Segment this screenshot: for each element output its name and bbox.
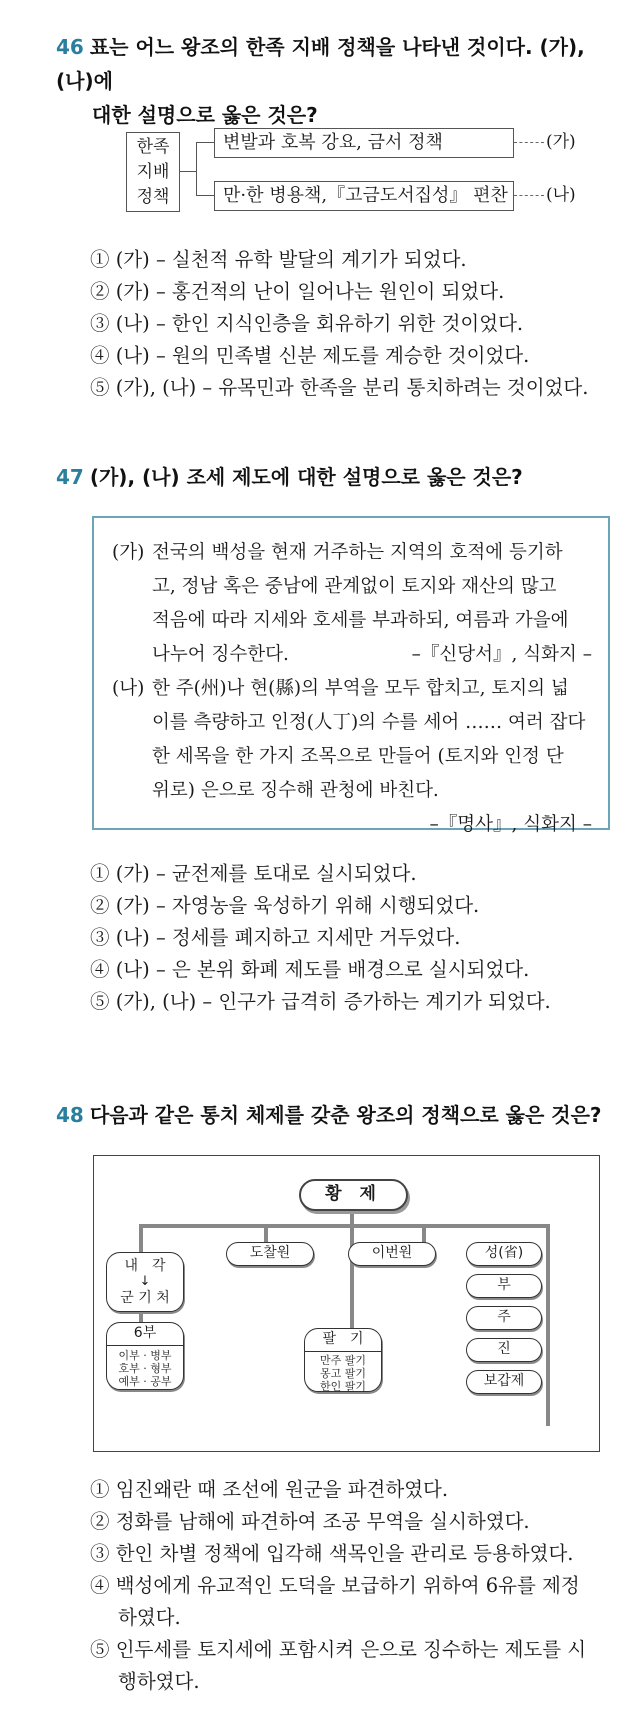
connector-line	[196, 195, 214, 196]
root-text-1: 한족	[136, 136, 170, 157]
choice-3[interactable]: ③ (나) – 정세를 폐지하고 지세만 거두었다.	[90, 926, 461, 949]
choice-5[interactable]	[90, 1634, 620, 1698]
seong-box: 성(省)	[466, 1242, 542, 1266]
source-line: 전국의 백성을 현재 거주하는 지역의 호적에 등기하	[152, 542, 563, 563]
source-ga	[112, 536, 592, 672]
emperor-box: 황 제	[299, 1179, 408, 1211]
question-48-title	[56, 1098, 616, 1132]
source-ga-text	[112, 536, 592, 672]
choice-1[interactable]: ① 임진왜란 때 조선에 원군을 파견하였다.	[90, 1478, 449, 1501]
palgi-label: 팔 기	[304, 1329, 382, 1352]
choice-4-line1: ④ 백성에게 유교적인 도덕을 보급하기 위하여 6유를 제정	[90, 1574, 580, 1597]
dashed-leader	[514, 142, 544, 143]
choice-5-line1: ⑤ 인두세를 토지세에 포함시켜 은으로 징수하는 제도를 시	[90, 1638, 587, 1661]
diagram-root-box	[126, 132, 180, 212]
connector-line	[196, 142, 214, 143]
palgi-box	[304, 1328, 382, 1392]
choice-5[interactable]: ⑤ (가), (나) – 유목민과 한족을 분리 통치하려는 것이었다.	[90, 376, 589, 399]
palgi-sub-1: 만주 팔기	[319, 1354, 366, 1367]
dochalwon-box: 도찰원	[226, 1242, 314, 1266]
label-ga: (가)	[546, 132, 576, 152]
source-line: 한 세목을 한 가지 조목으로 만들어 (토지와 인정 단	[152, 746, 564, 767]
question-text: 다음과 같은 통치 체제를 갖춘 왕조의 정책으로 옳은 것은?	[89, 1103, 602, 1127]
ibeonwon-box: 이번원	[348, 1242, 436, 1266]
q47-source-box	[92, 516, 610, 835]
q48-choices	[90, 1474, 620, 1698]
policy-node-na: 만·한 병용책,『고금도서집성』 편찬	[214, 181, 514, 211]
source-line: 이를 측량하고 인정(人丁)의 수를 세어 …… 여러 잡다	[152, 712, 586, 733]
question-number: 47	[56, 465, 84, 489]
source-line: 고, 정남 혹은 중남에 관계없이 토지와 재산의 많고	[152, 576, 557, 597]
choice-1[interactable]: ① (가) – 실천적 유학 발달의 계기가 되었다.	[90, 248, 467, 271]
sixbu-sub-2: 호부 · 형부	[118, 1362, 172, 1375]
sixbu-sub-3: 예부 · 공부	[118, 1375, 172, 1388]
question-text-line1: 표는 어느 왕조의 한족 지배 정책을 나타낸 것이다. (가), (나)에	[56, 35, 585, 93]
dashed-leader	[514, 195, 544, 196]
choice-4-line2: 하였다.	[118, 1606, 181, 1629]
choice-3[interactable]: ③ 한인 차별 정책에 입각해 색목인을 관리로 등용하였다.	[90, 1542, 574, 1565]
choice-5-line2: 행하였다.	[118, 1670, 200, 1693]
choice-2[interactable]: ② 정화를 남해에 파견하여 조공 무역을 실시하였다.	[90, 1510, 530, 1533]
source-line: 나누어 징수한다.	[152, 644, 289, 665]
source-na-text	[112, 672, 592, 842]
jin-box: 진	[466, 1338, 542, 1362]
source-line: 적음에 따라 지세와 호세를 부과하되, 여름과 가을에	[152, 610, 569, 631]
source-na	[112, 672, 592, 842]
choice-3[interactable]: ③ (나) – 한인 지식인층을 회유하기 위한 것이었다.	[90, 312, 524, 335]
palgi-sub-2: 몽고 팔기	[319, 1367, 366, 1380]
question-number: 48	[56, 1103, 84, 1127]
source-na-citation: –『명사』, 식화지 –	[429, 814, 592, 835]
naegak-box	[106, 1252, 184, 1312]
source-na-label: (나)	[112, 678, 145, 699]
q48-governance-diagram	[93, 1155, 600, 1452]
choice-2[interactable]: ② (가) – 홍건적의 난이 일어나는 원인이 되었다.	[90, 280, 505, 303]
source-line: 한 주(州)나 현(縣)의 부역을 모두 합치고, 토지의 넓	[152, 678, 569, 699]
gungicheo-label: 군 기 처	[120, 1290, 170, 1306]
source-ga-citation: –『신당서』, 식화지 –	[411, 644, 592, 665]
bogapje-box: 보갑제	[466, 1370, 542, 1394]
label-na: (나)	[546, 185, 576, 205]
q47-choices	[90, 858, 620, 1018]
root-text-3: 정책	[136, 186, 170, 207]
sixbu-box	[106, 1322, 184, 1390]
question-47-title	[56, 460, 616, 494]
source-line: 위로) 은으로 징수해 관청에 바친다.	[152, 780, 439, 801]
sixbu-label: 6부	[106, 1323, 184, 1346]
connector-line	[179, 171, 197, 172]
choice-2[interactable]: ② (가) – 자영농을 육성하기 위해 시행되었다.	[90, 894, 480, 917]
arrow-down-icon: ↓	[139, 1274, 151, 1289]
source-ga-label: (가)	[112, 542, 145, 563]
question-text: (가), (나) 조세 제도에 대한 설명으로 옳은 것은?	[89, 465, 523, 489]
policy-node-ga: 변발과 호복 강요, 금서 정책	[214, 128, 514, 158]
connector-line	[196, 142, 197, 196]
ju-box: 주	[466, 1306, 542, 1330]
choice-4[interactable]: ④ (나) – 원의 민족별 신분 제도를 계승한 것이었다.	[90, 344, 530, 367]
connector-line	[139, 1224, 550, 1228]
root-text-2: 지배	[136, 161, 170, 182]
question-46-title	[56, 30, 616, 132]
question-text-line2: 대한 설명으로 옳은 것은?	[92, 103, 318, 127]
choice-4[interactable]: ④ (나) – 은 본위 화폐 제도를 배경으로 실시되었다.	[90, 958, 530, 981]
palgi-sub-3: 한인 팔기	[319, 1380, 366, 1393]
bu-box: 부	[466, 1274, 542, 1298]
choice-4[interactable]	[90, 1570, 620, 1634]
choice-5[interactable]: ⑤ (가), (나) – 인구가 급격히 증가하는 계기가 되었다.	[90, 990, 551, 1013]
question-number: 46	[56, 35, 84, 59]
q46-choices	[90, 244, 620, 404]
choice-1[interactable]: ① (가) – 균전제를 토대로 실시되었다.	[90, 862, 417, 885]
naegak-label: 내 각	[124, 1258, 166, 1274]
sixbu-sub-1: 이부 · 병부	[118, 1349, 172, 1362]
connector-line	[546, 1224, 550, 1426]
q46-policy-diagram	[126, 128, 606, 224]
